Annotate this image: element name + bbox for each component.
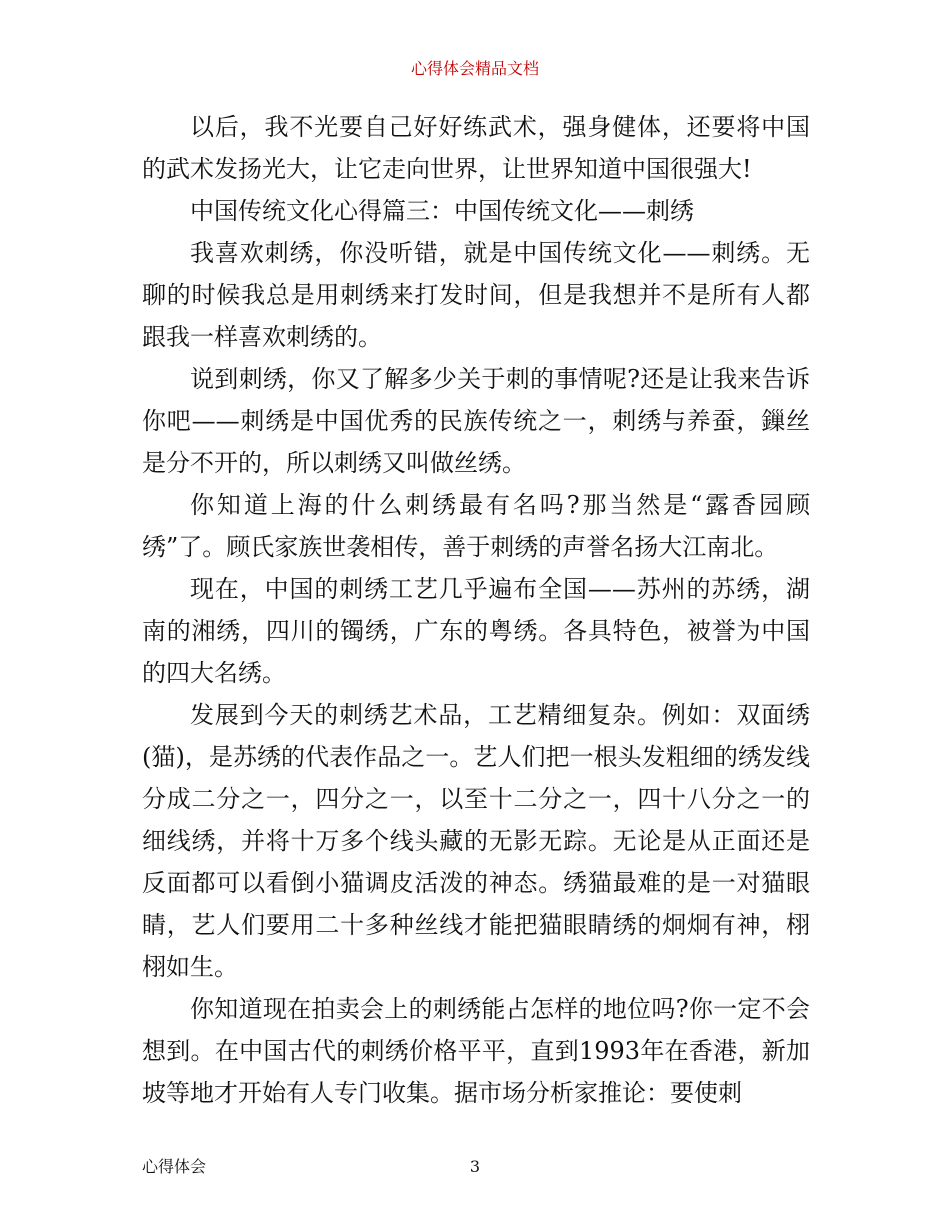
paragraph: 你知道现在拍卖会上的刺绣能占怎样的地位吗?你一定不会想到。在中国古代的刺绣价格平平，直到1993年在香港，新加坡等地才开始有人专门收集。据市场分析家推论：要使刺 [142, 995, 810, 1107]
footer-label: 心得体会 [142, 1157, 207, 1176]
document-body [142, 106, 810, 1114]
section-heading: 中国传统文化心得篇三：中国传统文化——刺绣 [190, 197, 694, 225]
paragraph: 我喜欢刺绣，你没听错，就是中国传统文化——刺绣。无聊的时候我总是用刺绣来打发时间，但是我想并不是所有人都跟我一样喜欢刺绣的。 [142, 239, 810, 351]
paragraph: 发展到今天的刺绣艺术品，工艺精细复杂。例如：双面绣(猫)，是苏绣的代表作品之一。艺人们把一根头发粗细的绣发线分成二分之一，四分之一，以至十二分之一，四十八分之一的细线绣，并将十万多个线头藏的无影无踪。无论是从正面还是反面都可以看倒小猫调皮活泼的神态。绣猫最难的是一对猫眼睛，艺人们要用二十多种丝线才能把猫眼睛绣的炯炯有神，栩栩如生。 [142, 701, 810, 981]
paragraph: 以后，我不光要自己好好练武术，强身健体，还要将中国的武术发扬光大，让它走向世界，让世界知道中国很强大! [142, 113, 810, 183]
paragraph: 现在，中国的刺绣工艺几乎遍布全国——苏州的苏绣，湖南的湘绣，四川的镯绣，广东的粤绣。各具特色，被誉为中国的四大名绣。 [142, 575, 810, 687]
paragraph: 说到刺绣，你又了解多少关于刺的事情呢?还是让我来告诉你吧——刺绣是中国优秀的民族传统之一，刺绣与养蚕，鏁丝是分不开的，所以刺绣又叫做丝绣。 [142, 365, 810, 477]
paragraph: 你知道上海的什么刺绣最有名吗?那当然是“露香园顾绣”了。顾氏家族世袭相传，善于刺绣的声誉名扬大江南北。 [142, 491, 810, 561]
page-header-title: 心得体会精品文档 [410, 59, 539, 78]
page-number: 3 [469, 1157, 481, 1176]
